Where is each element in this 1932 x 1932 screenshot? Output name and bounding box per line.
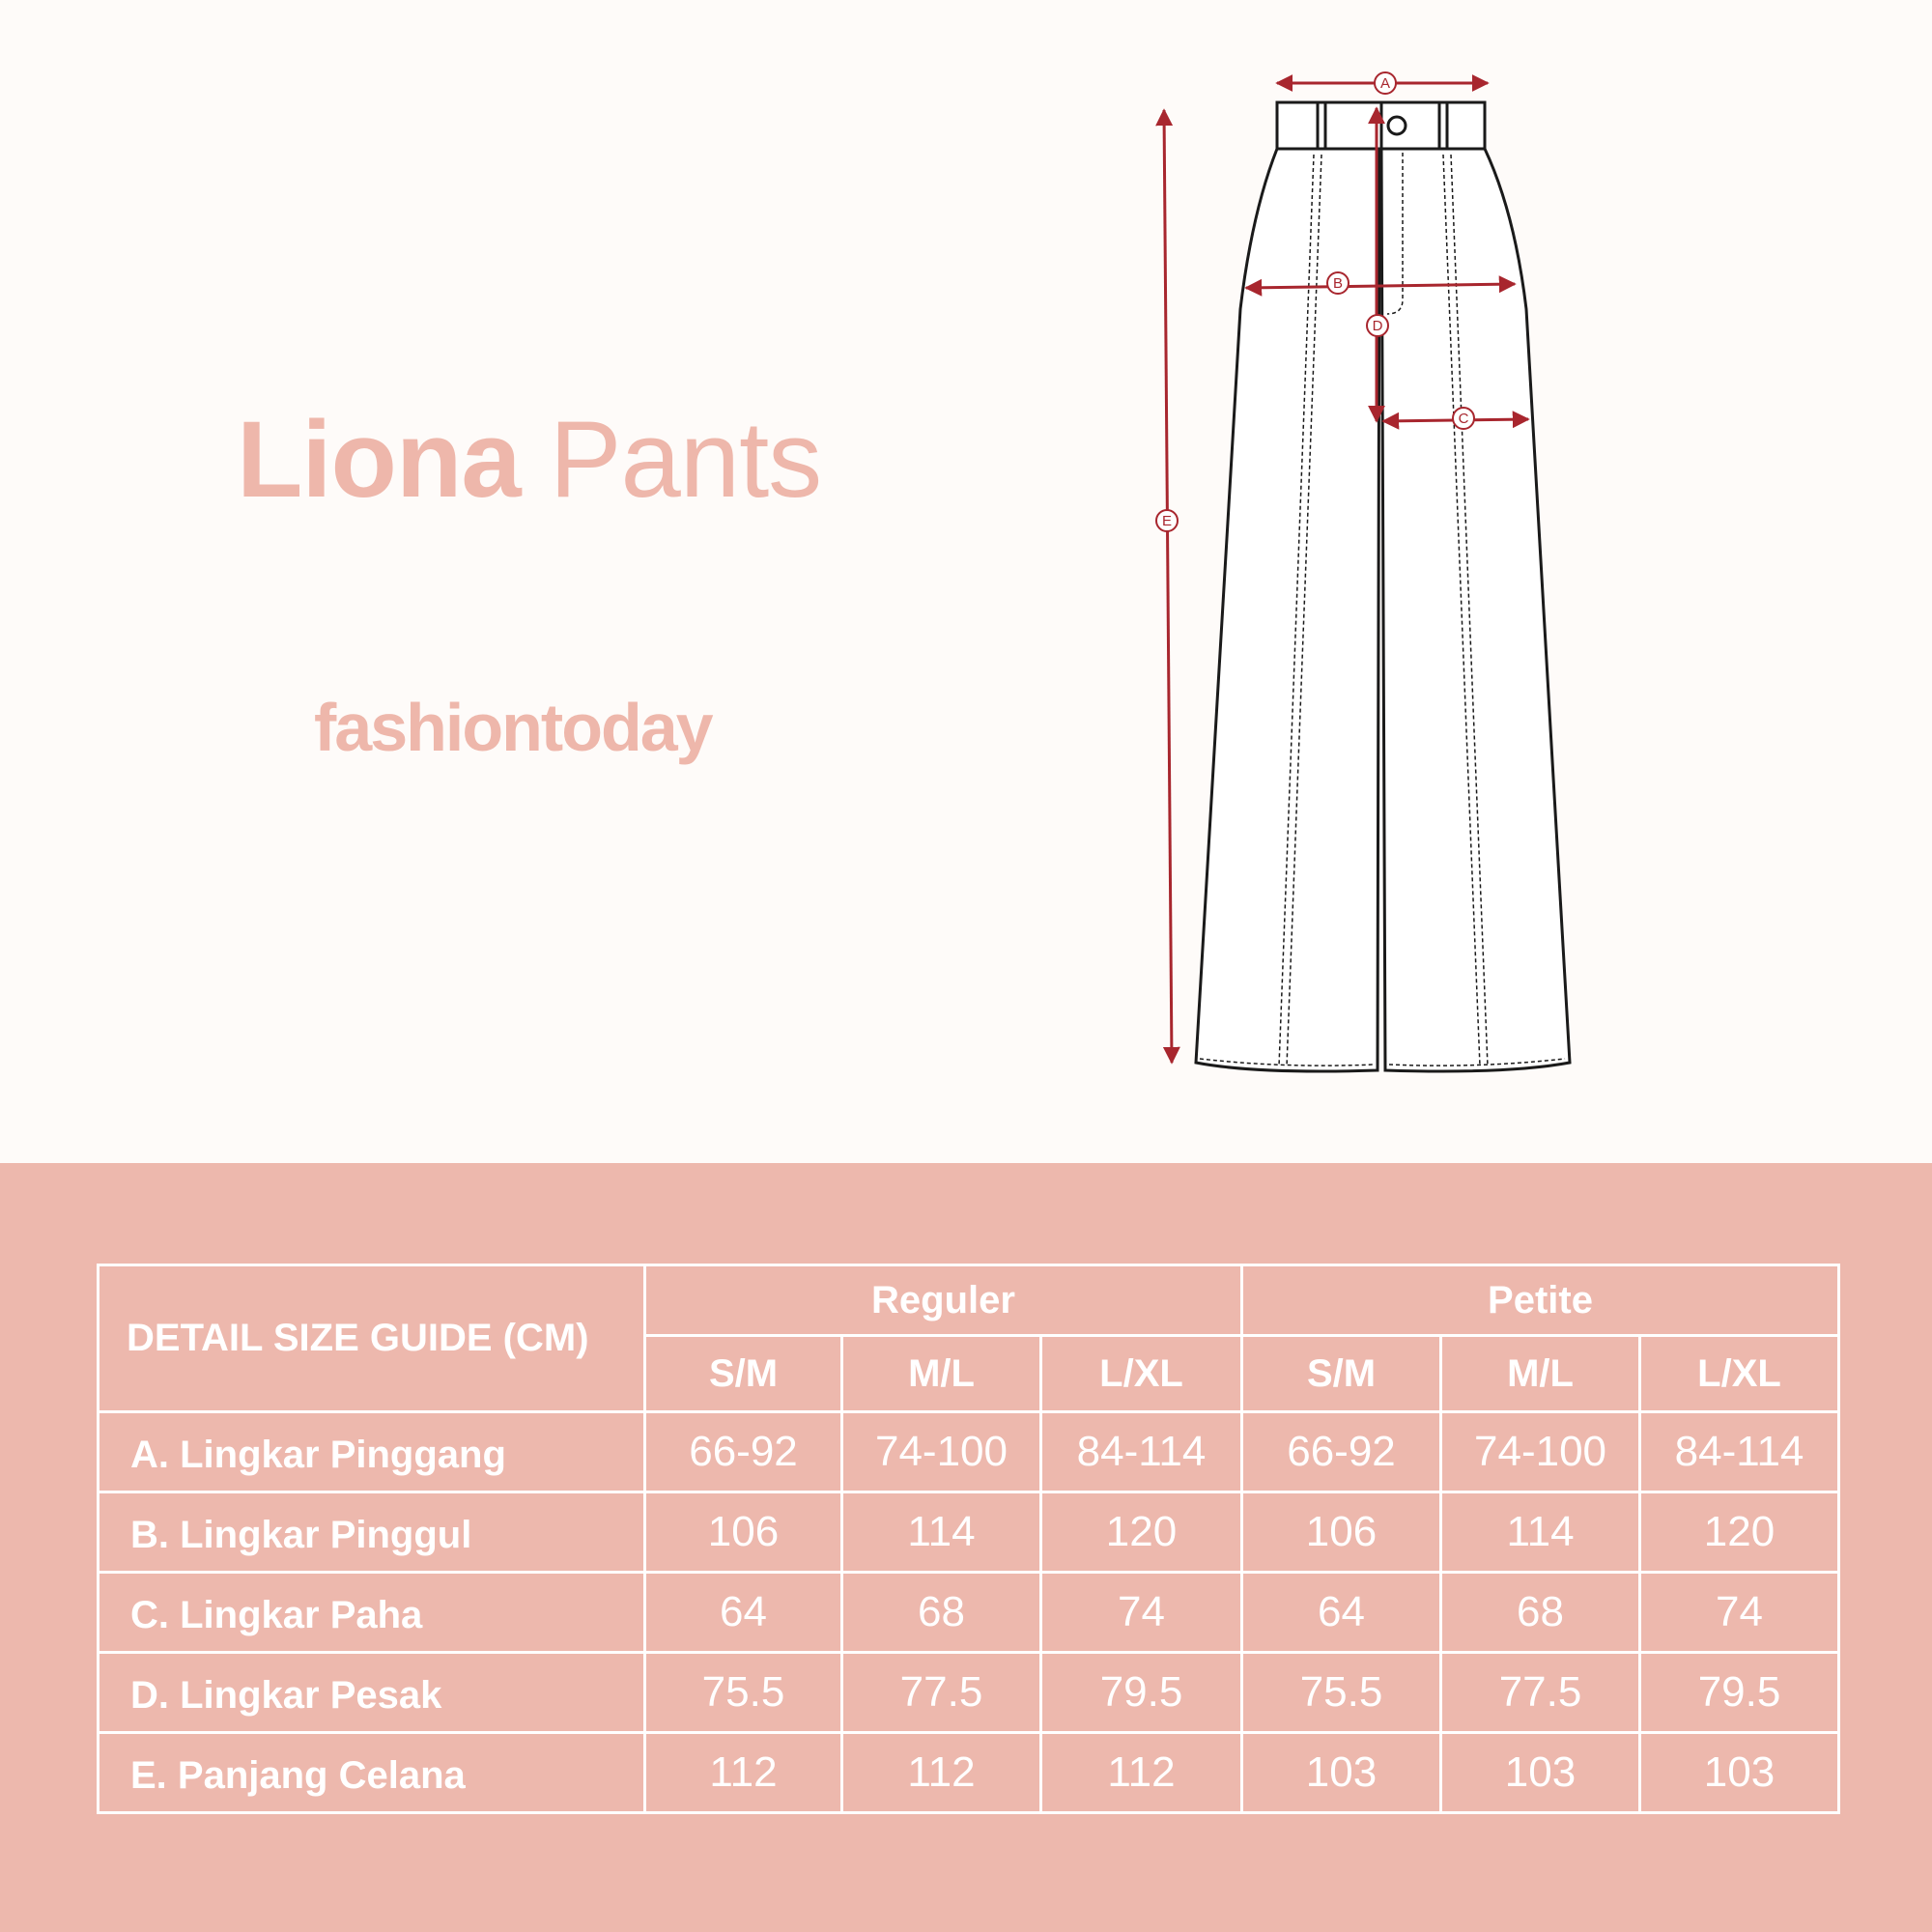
product-name-bold: Liona: [237, 399, 521, 520]
row-label: D. Lingkar Pesak: [99, 1653, 645, 1733]
table-cell: 74-100: [842, 1412, 1041, 1492]
label-d: D: [1372, 318, 1383, 334]
size-header: L/XL: [1640, 1336, 1839, 1412]
size-header: S/M: [1242, 1336, 1441, 1412]
table-cell: 79.5: [1041, 1653, 1242, 1733]
table-row: [99, 1733, 1839, 1813]
label-d-marker: [1367, 315, 1388, 336]
label-a: A: [1379, 75, 1391, 92]
table-cell: 68: [842, 1573, 1041, 1653]
group-header-petite: Petite: [1242, 1265, 1839, 1336]
label-e: E: [1161, 513, 1173, 529]
product-name-light: Pants: [549, 399, 822, 520]
size-header: M/L: [842, 1336, 1041, 1412]
table-cell: 112: [645, 1733, 842, 1813]
table-row: [99, 1492, 1839, 1573]
table-cell: 74-100: [1441, 1412, 1640, 1492]
size-header: L/XL: [1041, 1336, 1242, 1412]
button-icon: [1388, 117, 1406, 134]
table-cell: 66-92: [645, 1412, 842, 1492]
brand-name: fashiontoday: [314, 690, 712, 765]
row-label: C. Lingkar Paha: [99, 1573, 645, 1653]
label-a-marker: [1375, 72, 1396, 94]
size-guide-table: [97, 1264, 1840, 1814]
table-cell: 64: [1242, 1573, 1441, 1653]
label-c-marker: [1453, 408, 1474, 429]
table-cell: 79.5: [1640, 1653, 1839, 1733]
table-cell: 84-114: [1041, 1412, 1242, 1492]
table-cell: 64: [645, 1573, 842, 1653]
table-row: [99, 1653, 1839, 1733]
table-row: [99, 1573, 1839, 1653]
table-cell: 66-92: [1242, 1412, 1441, 1492]
pants-diagram: [1121, 58, 1604, 1082]
label-e-marker: [1156, 510, 1178, 531]
table-cell: 75.5: [1242, 1653, 1441, 1733]
size-header: S/M: [645, 1336, 842, 1412]
row-label: B. Lingkar Pinggul: [99, 1492, 645, 1573]
table-cell: 103: [1242, 1733, 1441, 1813]
row-label: A. Lingkar Pinggang: [99, 1412, 645, 1492]
table-cell: 74: [1640, 1573, 1839, 1653]
table-cell: 75.5: [645, 1653, 842, 1733]
size-header: M/L: [1441, 1336, 1640, 1412]
table-cell: 114: [1441, 1492, 1640, 1573]
table-cell: 68: [1441, 1573, 1640, 1653]
table-cell: 112: [842, 1733, 1041, 1813]
size-guide-panel: [0, 1163, 1932, 1932]
product-title: [237, 399, 822, 520]
table-cell: 84-114: [1640, 1412, 1839, 1492]
table-title: DETAIL SIZE GUIDE (CM): [99, 1265, 645, 1412]
table-cell: 77.5: [1441, 1653, 1640, 1733]
table-cell: 120: [1041, 1492, 1242, 1573]
table-cell: 74: [1041, 1573, 1242, 1653]
table-row: [99, 1412, 1839, 1492]
table-cell: 114: [842, 1492, 1041, 1573]
table-cell: 106: [1242, 1492, 1441, 1573]
table-cell: 112: [1041, 1733, 1242, 1813]
group-header-reguler: Reguler: [645, 1265, 1242, 1336]
table-cell: 120: [1640, 1492, 1839, 1573]
table-cell: 103: [1441, 1733, 1640, 1813]
table-cell: 103: [1640, 1733, 1839, 1813]
pants-outline: [1196, 102, 1570, 1071]
label-b: B: [1332, 275, 1344, 292]
label-b-marker: [1327, 272, 1349, 294]
label-c: C: [1458, 411, 1469, 427]
table-cell: 77.5: [842, 1653, 1041, 1733]
row-label: E. Panjang Celana: [99, 1733, 645, 1813]
table-cell: 106: [645, 1492, 842, 1573]
